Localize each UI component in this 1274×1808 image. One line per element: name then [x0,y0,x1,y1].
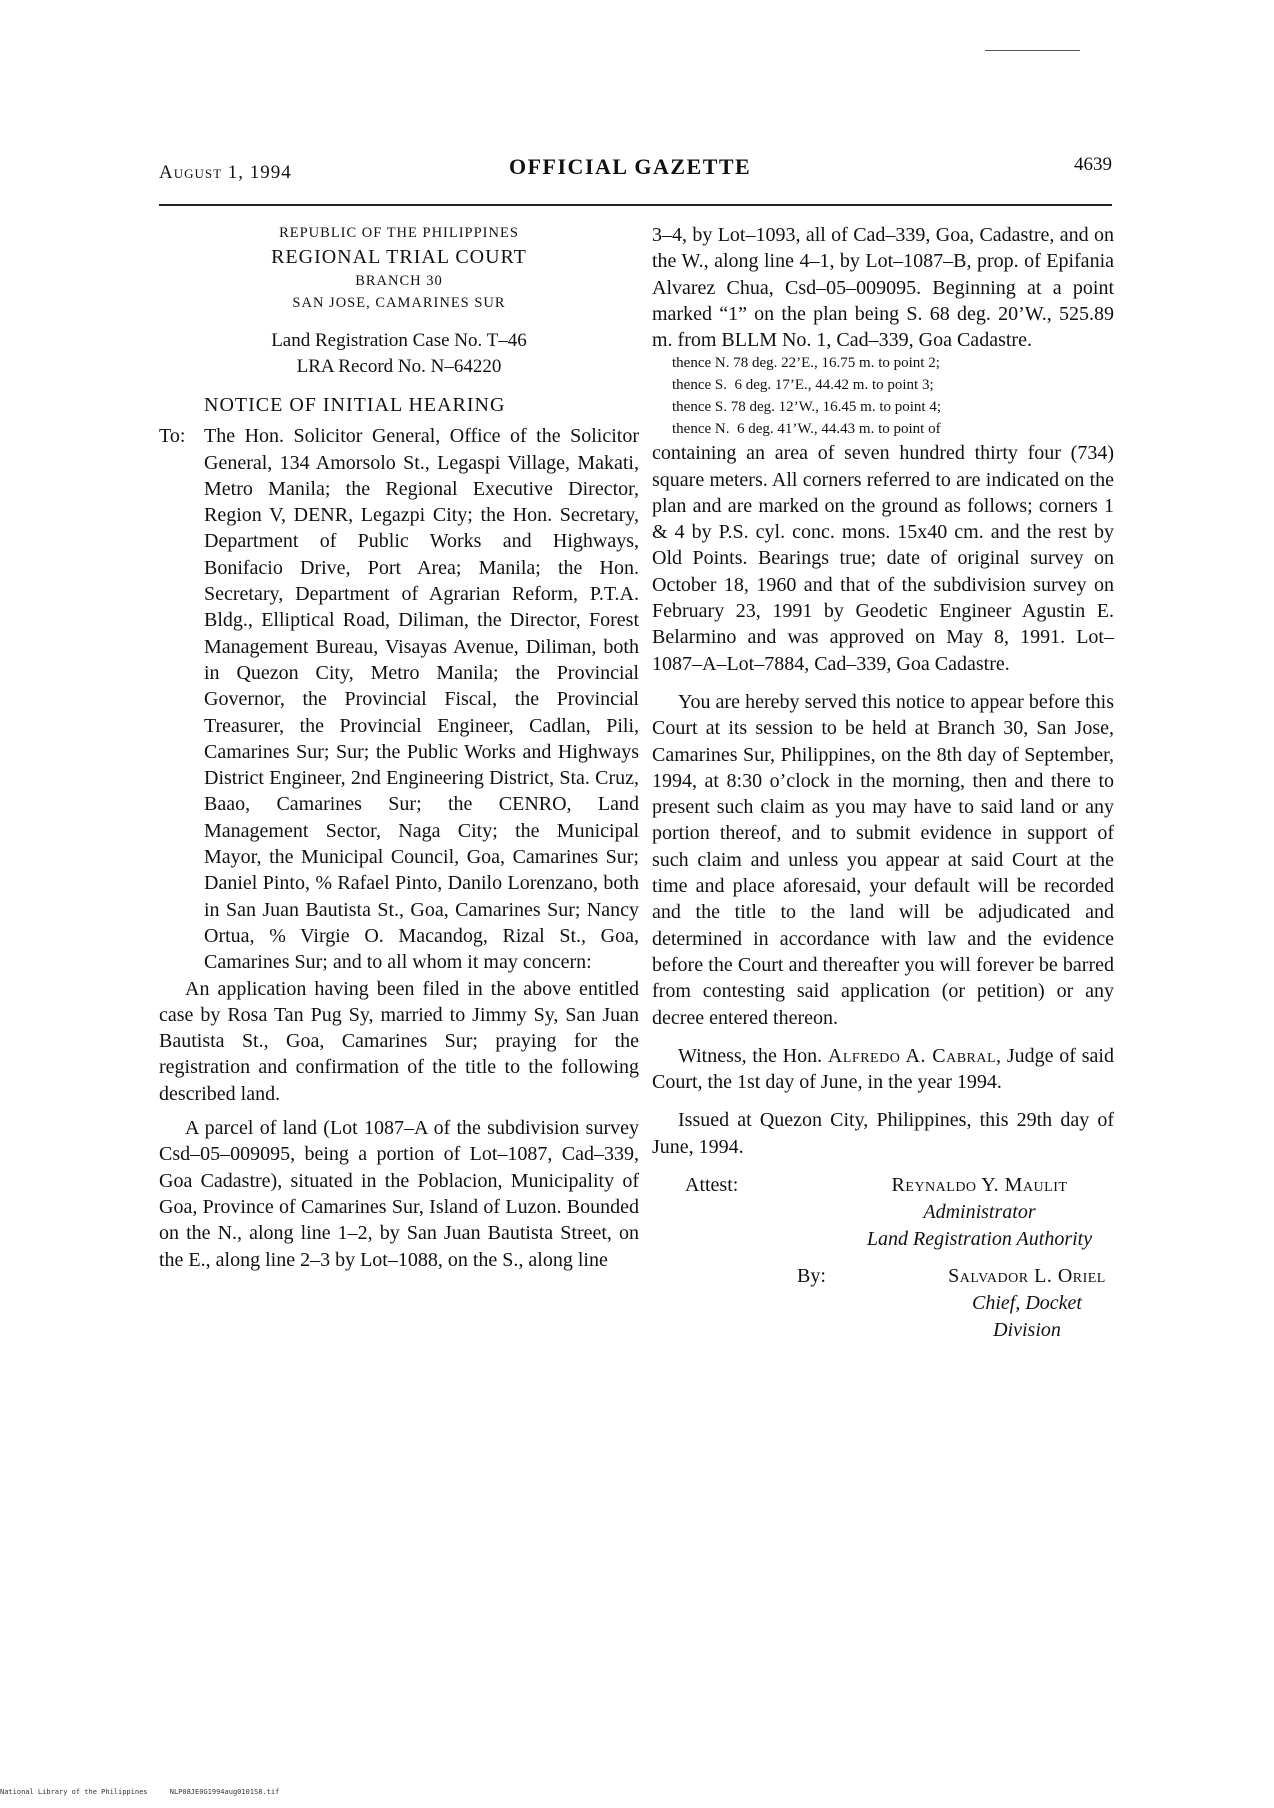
branch-line: BRANCH 30 [355,273,443,289]
case-number: Land Registration Case No. T–46 [271,330,527,351]
attest-title: Administrator [923,1201,1036,1224]
witness-paragraph [652,1043,1114,1096]
area-paragraph: containing an area of seven hundred thirty four (734) square meters. All corners referred to are indicated on the plan and are marked on the ground as follows; corners 1 & 4 by P.S. cyl. conc. mons. 15x40 cm. and the rest by Old Points. Bearings true; date of original survey on October 18, 1960 and that of the subdivision survey on February 23, 1991 by Geodetic Engineer Agustin E. Belarmino and was approved on May 8, 1991. Lot–1087–A–Lot–7884, Cad–339, Goa Cadastre. [652,442,1114,675]
top-margin-mark [985,50,1080,51]
witness-suffix: , Judge of said Court, the 1st day of June, in the year 1994. [652,1044,1114,1094]
by-block [652,1263,1114,1344]
notice-title: NOTICE OF INITIAL HEARING [204,394,506,416]
by-title: Chief, Docket Division [972,1292,1082,1342]
republic-line: REPUBLIC OF THE PHILIPPINES [279,225,519,241]
by-label: By: [797,1265,826,1288]
lra-record-number: LRA Record No. N–64220 [296,356,502,377]
bearing-line: thence N. 78 deg. 22’E., 16.75 m. to point 2; [672,355,940,372]
served-paragraph: You are hereby served this notice to appear before this Court at its session to be held at Branch 30, San Jose, Camarines Sur, Philippines, on the 8th day of September, 1994, at 8:30 o’clock in the morning, then and there to present such claim as you may have to said land or any portion thereof, and to submit evidence in support of such claim and unless you appear at said Court at the time and place aforesaid, your default will be recorded and the title to the land will be adjudicated and determined in accordance with law and the evidence before the Court and thereafter you will forever be barred from contesting said application (or petition) or any decree entered thereon. [652,690,1114,1029]
judge-name: Alfredo A. Cabral [827,1044,997,1067]
addressee-list: The Hon. Solicitor General, Office of the Solicitor General, 134 Amorsolo St., Legaspi Village, Makati, Metro Manila; the Regional Executive Director, Region V, DENR, Legazpi City; the Hon. Secretary, Department of Public Works and Highways, Bonifacio Drive, Port Area; Manila; the Hon. Secretary, Department of Agrarian Reform, P.T.A. Bldg., Elliptical Road, Diliman, the Director, Forest Management Bureau, Visayas Avenue, Diliman, both in Quezon City, Metro Manila; the Provincial Governor, the Provincial Fiscal, the Provincial Treasurer, the Provincial Engineer, Cadlan, Pili, Camarines Sur; Sur; the Public Works and Highways District Engineer, 2nd Engineering District, Sta. Cruz, Baao, Camarines Sur; the CENRO, Land Management Sector, Naga City; the Municipal Mayor, the Municipal Council, Goa, Camarines Sur; Daniel Pinto, % Rafael Pinto, Danilo Lorenzano, both in San Juan Bautista St., Goa, Camarines Sur; Nancy Ortua, % Virgie O. Macandog, Rizal St., Goa, Camarines Sur; and to all whom it may concern: [204,425,639,974]
header-title: OFFICIAL GAZETTE [509,154,752,179]
scan-footer [0,1788,297,1796]
issued-paragraph: Issued at Quezon City, Philippines, this 29th day of June, 1994. [652,1109,1114,1158]
parcel-paragraph: A parcel of land (Lot 1087–A of the subdivision survey Csd–05–009095, being a portion of Lot–1087, Cad–339, Goa Cadastre), situated in the Poblacion, Municipality of Goa, Province of Camarines Sur, Island of Luzon. Bounded on the N., along line 1–2, by San Juan Bautista Street, on the E., along line 2–3 by Lot–1088, on the S., along line [159,1117,639,1271]
parcel-continued: 3–4, by Lot–1093, all of Cad–339, Goa, Cadastre, and on the W., along line 4–1, by Lot–1087–B, prop. of Epifania Alvarez Chua, Csd–05–009095. Beginning at a point marked “1” on the plan being S. 68 deg. 20’W., 525.89 m. from BLLM No. 1, Cad–339, Goa Cadastre. [652,224,1114,352]
application-paragraph: An application having been filed in the above entitled case by Rosa Tan Pug Sy, married to Jimmy Sy, San Juan Bautista St., Goa, Camarines Sur; praying for the registration and confirmation of the title to the following described land. [159,977,639,1105]
left-column [159,222,639,1273]
bearing-line: thence N. 6 deg. 41’W., 44.43 m. to point of [672,420,941,437]
right-column [652,222,1114,1344]
footer-library: National Library of the Philippines [0,1788,148,1796]
attest-agency: Land Registration Authority [866,1228,1093,1251]
to-label: To: [159,425,186,448]
by-signatory [940,1263,1114,1344]
court-name: REGIONAL TRIAL COURT [271,246,527,268]
header-rule [159,204,1112,206]
header-date: August 1, 1994 [159,162,292,183]
by-name: Salvador L. Oriel [948,1265,1106,1288]
page-header [159,150,1112,182]
bearing-line: thence S. 78 deg. 12’W., 16.45 m. to point 4; [672,398,942,415]
page-number: 4639 [1074,154,1112,175]
court-location: SAN JOSE, CAMARINES SUR [292,295,506,311]
bearing-line: thence S. 6 deg. 17’E., 44.42 m. to point 3; [672,377,934,394]
footer-file: NLP08JE0G1994aug0101S8.tif [169,1788,280,1796]
attest-block [652,1172,1114,1253]
attest-label: Attest: [685,1174,739,1197]
witness-prefix: Witness, the Hon. [678,1044,828,1067]
addressee-block [159,423,639,975]
attest-name: Reynaldo Y. Maulit [891,1174,1068,1197]
attest-signatory [845,1172,1114,1253]
